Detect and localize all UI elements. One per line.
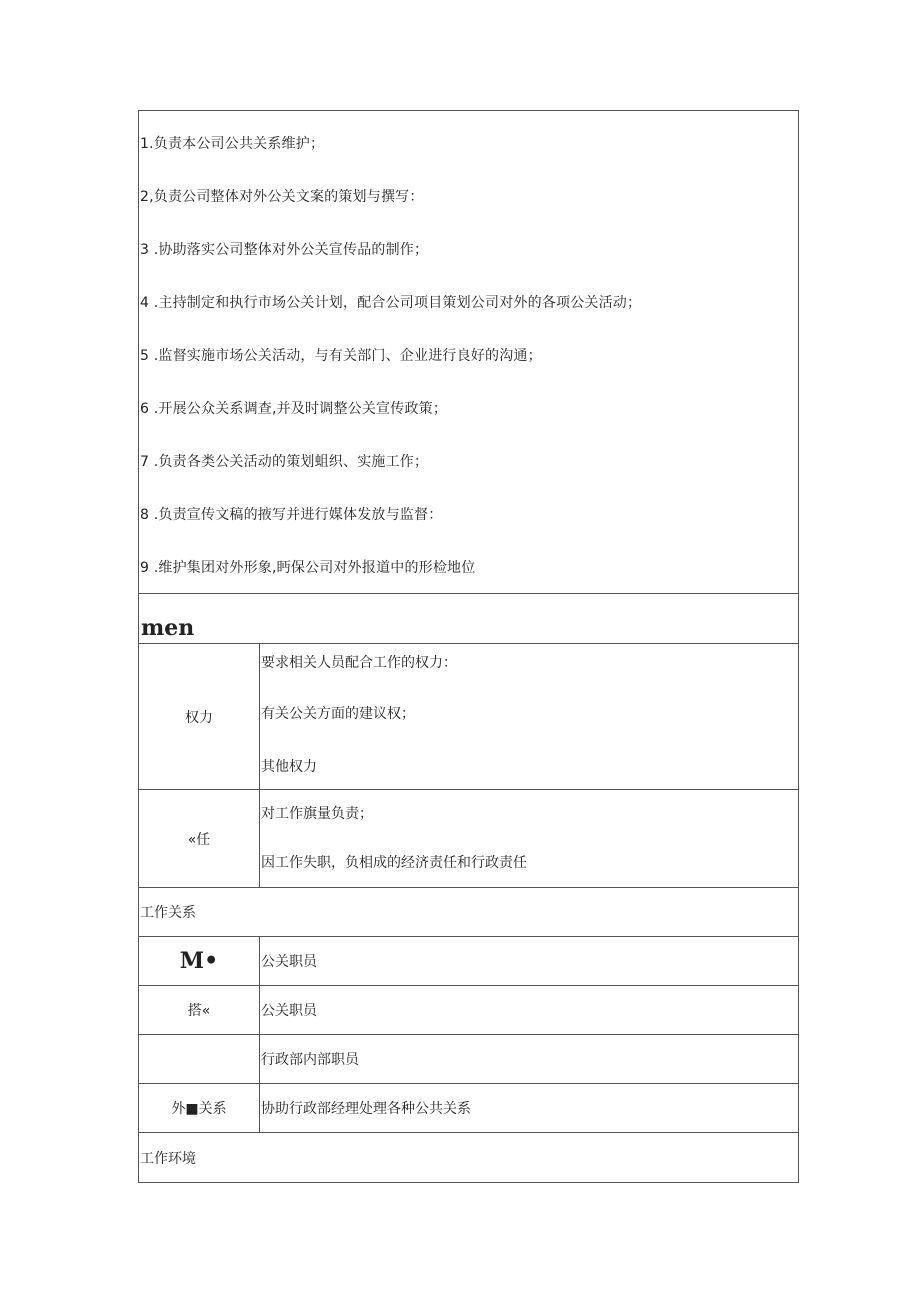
relation-row [139,936,798,985]
power-item: 要求相关人员配合工作的权力： [261,655,457,671]
relation-label [139,1035,260,1083]
relations-title: 工作关系 [140,905,196,921]
relation-row [139,1034,798,1083]
duty-item: 8 .负责宣传文稿的掖写并进行媒体发放与监督： [140,506,443,523]
relations-title-row [139,887,798,936]
power-row [139,643,798,789]
relation-value: 行政部内部职员 [261,1052,359,1068]
power-item: 有关公关方面的建议权； [261,706,415,722]
relation-label: M• [139,937,260,985]
responsibility-item: 因工作失职，负相成的经济责任和行政责任 [261,855,527,871]
section-men-row [139,593,798,643]
section-heading-men: men [141,615,195,641]
duties-list [139,111,641,593]
duty-item: 4 .主持制定和执行市场公关计划，配合公司项目策划公司对外的各项公关活动； [140,295,642,312]
responsibility-label: «任 [139,790,260,887]
power-item: 其他权力 [261,759,317,775]
relation-value: 协助行政部经理处理各种公共关系 [261,1101,471,1117]
duty-item: 1.负责本公司公共关系维护； [140,136,325,153]
job-description-table [138,110,799,1183]
environment-title: 工作环境 [140,1150,196,1167]
relation-value: 公关职员 [261,1003,317,1019]
responsibility-item: 对工作旗量负责； [261,806,373,822]
relation-row [139,1083,798,1132]
duty-item: 3 .协助落实公司整体对外公关宣传品的制作； [140,242,429,259]
environment-title-row [139,1132,798,1182]
responsibility-row [139,789,798,887]
duty-item: 2,负责公司整体对外公关文案的策划与撰写： [140,189,424,206]
power-items [260,644,798,789]
duties-row [139,111,798,593]
duty-item: 9 .维护集团对外形象,眄保公司对外报道中的形检地位 [140,559,476,576]
responsibility-items [260,790,798,887]
duty-item: 7 .负责各类公关活动的策划蛆织、实施工作； [140,453,429,470]
relation-row [139,985,798,1034]
relation-label: 搭« [139,986,260,1034]
power-label: 权力 [139,644,260,789]
duty-item: 6 .开展公众关系调查,并及时调整公关宣传政策； [140,400,448,417]
relation-label: 外■关系 [139,1084,260,1132]
duty-item: 5 .监督实施市场公关活动，与有关部门、企业进行良好的沟通； [140,348,542,364]
relation-value: 公关职员 [261,954,317,970]
